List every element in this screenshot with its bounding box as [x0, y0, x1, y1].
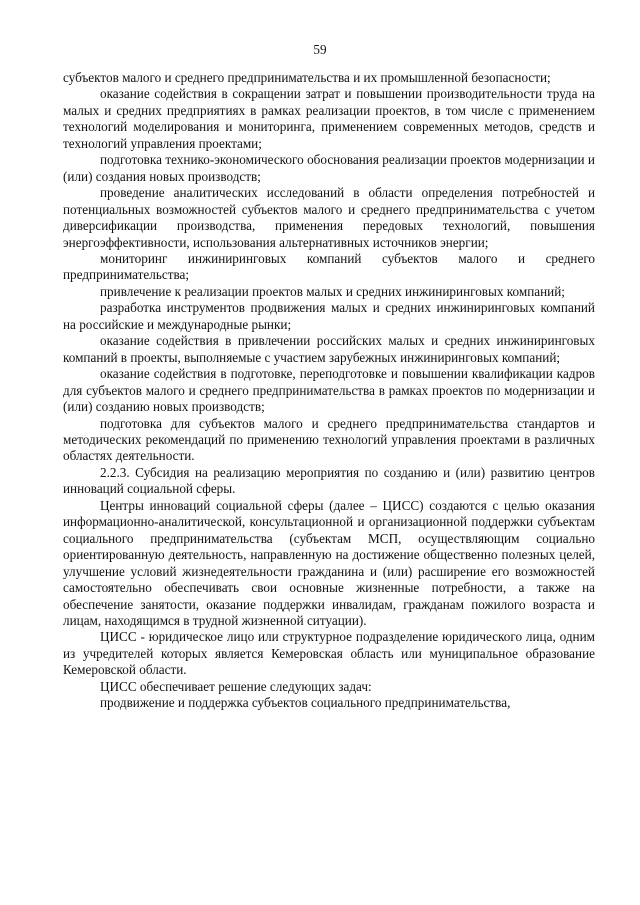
document-body: [63, 70, 595, 712]
paragraph: ЦИСС обеспечивает решение следующих задач:: [100, 678, 372, 694]
page-number: 59: [313, 42, 327, 57]
paragraph: оказание содействия в подготовке, переподготовке и повышении квалификации кадров для субъектов малого и среднего предпринимательства в рамках проектов по модернизации и (или) созданию новых производств;: [63, 366, 595, 415]
paragraph: подготовка технико-экономического обоснования реализации проектов модернизации и (или) создания новых производств;: [63, 152, 595, 184]
paragraph: оказание содействия в сокращении затрат и повышении производительности труда на малых и средних предприятиях в рамках реализации проектов, в том числе с применением технологий моделирования и мониторинга, применением современных методов, средств и технологий управления проектами;: [63, 86, 595, 151]
paragraph: ЦИСС - юридическое лицо или структурное подразделение юридического лица, одним из учредителей которых является Кемеровская область или муниципальное образование Кемеровской области.: [63, 629, 595, 678]
paragraph: проведение аналитических исследований в области определения потребностей и потенциальных возможностей субъектов малого и среднего предпринимательства с учетом диверсификации производства, применения передовых технологий, повышения энергоэффективности, использования альтернативных источников энергии;: [63, 185, 595, 250]
paragraph-continuation: субъектов малого и среднего предпринимательства и их промышленной безопасности;: [63, 70, 551, 85]
paragraph: Центры инноваций социальной сферы (далее – ЦИСС) создаются с целью оказания информационно-аналитической, консультационной и организационной поддержки субъектам социального предпринимательства (субъектам МСП, осуществляющим социально ориентированную деятельность, направленную на достижение общественно полезных целей, улучшение условий жизнедеятельности гражданина и (или) расширение его возможностей самостоятельно обеспечивать свои основные жизненные потребности, а также на обеспечение занятости, оказание поддержки инвалидам, гражданам пожилого возраста и лицам, находящимся в трудной жизненной ситуации).: [63, 497, 595, 628]
paragraph: подготовка для субъектов малого и среднего предпринимательства стандартов и методических рекомендаций по применению технологий управления проектами в различных областях деятельности.: [63, 415, 595, 464]
section-heading-2-2-3: 2.2.3. Субсидия на реализацию мероприятия по созданию и (или) развитию центров инноваций социальной сферы.: [63, 464, 595, 497]
paragraph: продвижение и поддержка субъектов социального предпринимательства,: [100, 695, 511, 711]
paragraph: мониторинг инжиниринговых компаний субъектов малого и среднего предпринимательства;: [63, 250, 595, 283]
paragraph: разработка инструментов продвижения малых и средних инжиниринговых компаний на российские и международные рынки;: [63, 300, 595, 332]
paragraph: оказание содействия в привлечении российских малых и средних инжиниринговых компаний в проекты, выполняемые с участием зарубежных инжиниринговых компаний;: [63, 333, 595, 365]
paragraph: привлечение к реализации проектов малых и средних инжиниринговых компаний;: [100, 283, 565, 299]
